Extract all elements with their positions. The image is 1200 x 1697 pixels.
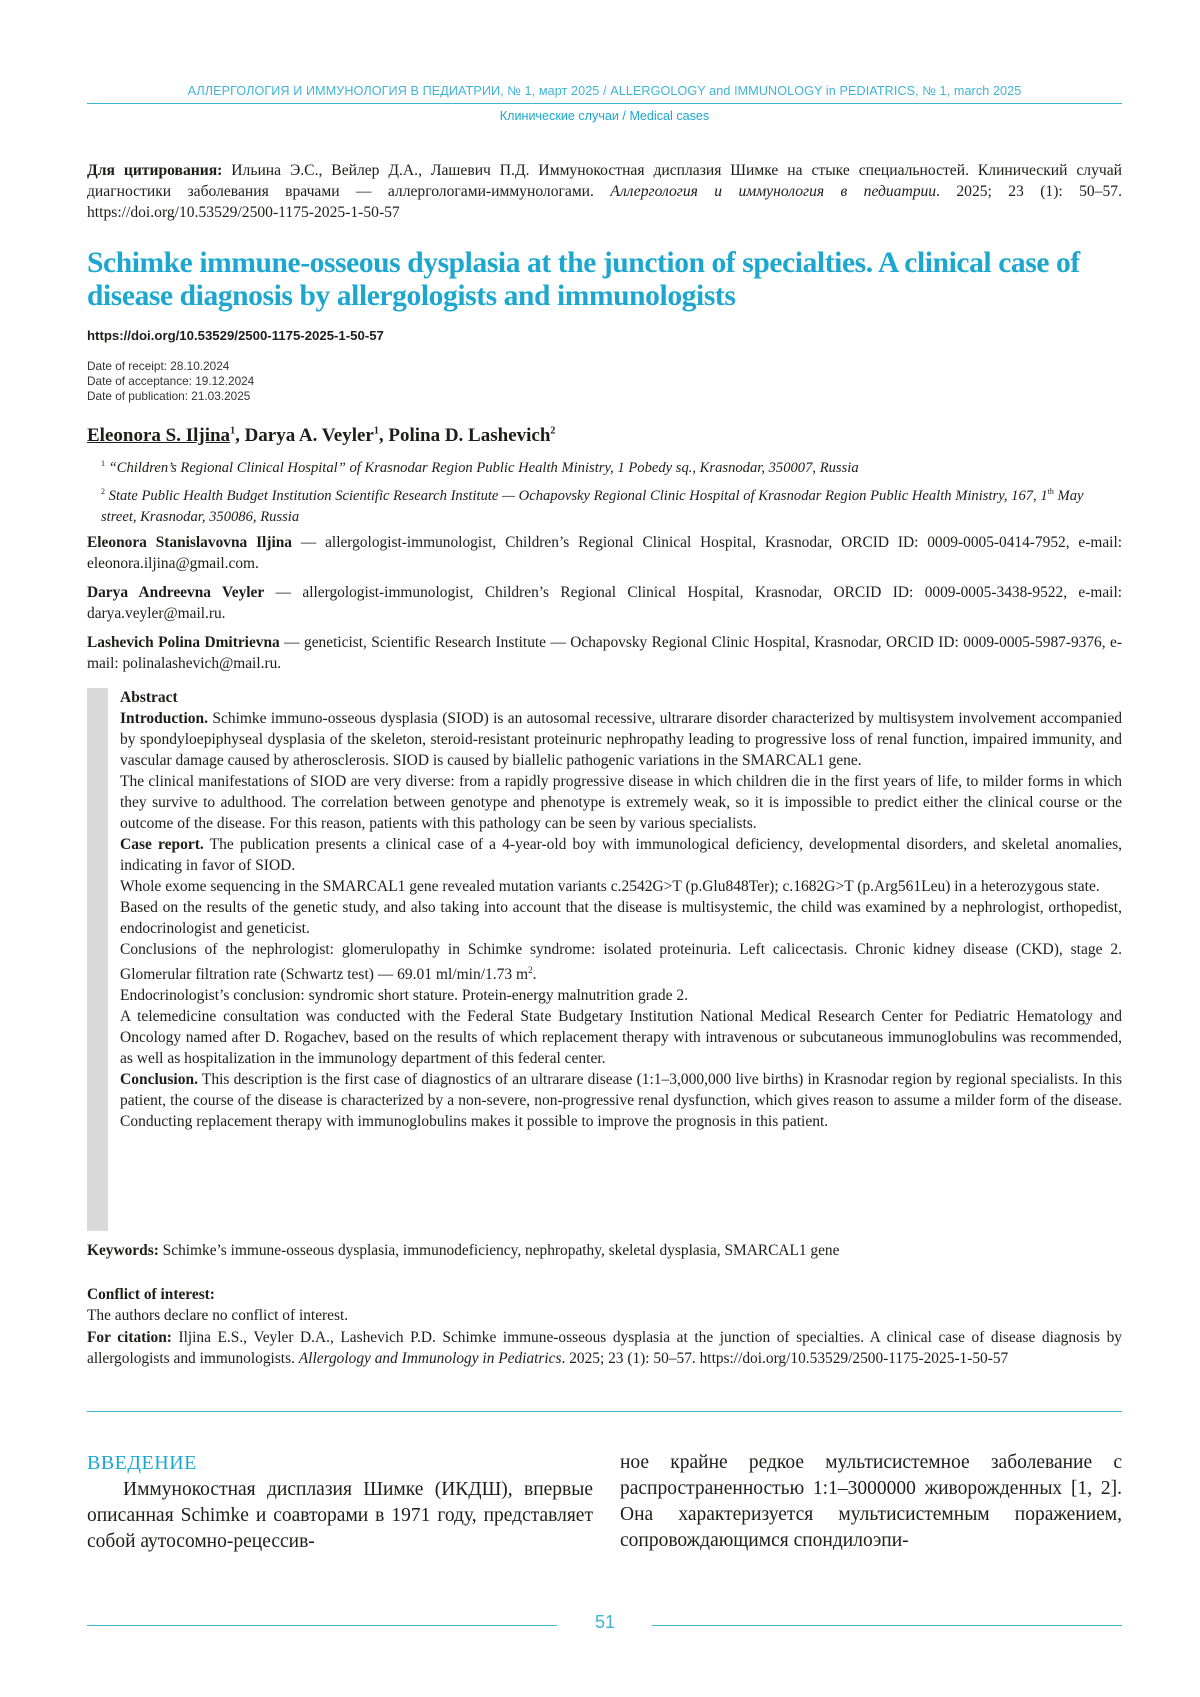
page-number: 51 (594, 1612, 616, 1632)
date-receipt: Date of receipt: 28.10.2024 (87, 359, 230, 373)
section-divider (87, 1411, 1122, 1412)
abstract-paragraph: Whole exome sequencing in the SMARCAL1 gene revealed mutation variants c.2542G>T (p.Glu848Ter); c.1682G>T (p.Arg561Leu) in a heterozygous state. (120, 878, 1100, 895)
keywords (87, 1242, 1122, 1260)
abstract-paragraph (120, 939, 1122, 985)
author-affil-sup: 1 (373, 425, 379, 437)
abstract (120, 687, 1122, 1132)
affiliation-2 (101, 481, 1121, 528)
author-list (87, 425, 555, 447)
article-title: Schimke immune-osseous dysplasia at the junction of specialties. A clinical case of disease diagnosis by allergologists and immunologists (87, 247, 1080, 312)
author-separator: , (235, 425, 245, 446)
running-header (87, 84, 1122, 98)
ordinal-sup: th (1047, 487, 1054, 496)
journal-title-ru: АЛЛЕРГОЛОГИЯ И ИММУНОЛОГИЯ В ПЕДИАТРИИ, № 1, март 2025 (187, 84, 600, 98)
date-publication: Date of publication: 21.03.2025 (87, 389, 251, 403)
conflict-text: The authors declare no conflict of interest. (87, 1307, 349, 1324)
abstract-conclusion-text: This description is the first case of diagnostics of an ultrarare disease (1:1–3,000,000 live births) in Krasnodar region by regional specialists. In this patient, the course of the disease is characterized by a non-severe, non-progressive renal dysfunction, which gives reason to assume a milder form of the disease. Conducting replacement therapy with immunoglobulins makes it possible to improve the prognosis in this patient. (120, 1071, 1122, 1131)
unit-sup: 2 (528, 965, 533, 975)
doi-link[interactable]: https://doi.org/10.53529/2500-1175-2025-1-50-57 (87, 328, 384, 343)
conflict-of-interest (87, 1284, 1122, 1326)
body-paragraph: Иммунокостная дисплазия Шимке (ИКДШ), впервые описанная Schimke и соавторами в 1971 году, представляет собой аутосомно-рецессив- (87, 1479, 593, 1552)
affiliation-sup: 2 (101, 487, 105, 496)
citation-ru-tail: . 2025; 23 (1): 50–57. https://doi.org/10.53529/2500-1175-2025-1-50-57 (87, 183, 1122, 221)
section-ru: Клинические случаи (499, 109, 619, 123)
affiliation-1 (101, 453, 1121, 479)
footer-rule-left (87, 1625, 557, 1626)
body-column-right (620, 1450, 1122, 1554)
abstract-paragraph: A telemedicine consultation was conducted with the Federal State Budgetary Institution National Medical Research Center for Pediatric Hematology and Oncology named after D. Rogachev, based on the results of which replacement therapy with intravenous or subcutaneous immunoglobulins was recommended, as well as hospitalization in the immunology department of this federal center. (120, 1008, 1122, 1068)
conflict-label: Conflict of interest: (87, 1286, 215, 1303)
abstract-conclusion-label: Conclusion. (120, 1071, 198, 1089)
abstract-introduction (120, 708, 1122, 771)
affiliation-text: State Public Health Budget Institution Scientific Research Institute — Ochapovsky Regional Clinic Hospital of Krasnodar Region Public Health Ministry, 167, 1 (105, 487, 1048, 504)
citation-en-journal: Allergology and Immunology in Pediatrics (298, 1350, 562, 1367)
author-name: Darya A. Veyler (244, 425, 374, 446)
affiliation-text: May street, Krasnodar, 350086, Russia (101, 487, 1084, 525)
section-separator: / (618, 109, 630, 123)
body-column-left (87, 1450, 593, 1555)
abstract-intro-text: Schimke immuno-osseous dysplasia (SIOD) is an autosomal recessive, ultrarare disorder characterized by multisystem involvement accompanied by spondyloepiphyseal dysplasia of the skeleton, steroid-resistant proteinuric nephropathy leading to progressive loss of renal function, impaired immunity, and vascular damage caused by atherosclerosis. SIOD is caused by biallelic pathogenic variations in the SMARCAL1 gene. (120, 710, 1122, 769)
abstract-period: . (532, 966, 537, 984)
author-full-name: Eleonora Stanislavovna Iljina (87, 534, 292, 551)
author-full-name: Lashevich Polina Dmitrievna (87, 634, 280, 651)
citation-ru (87, 160, 1122, 223)
date-acceptance: Date of acceptance: 19.12.2024 (87, 374, 255, 388)
citation-ru-journal: Аллергология и иммунология в педиатрии (610, 183, 937, 200)
keywords-text: Schimke’s immune-osseous dysplasia, immunodeficiency, nephropathy, skeletal dysplasia, SMARCAL1 gene (158, 1242, 840, 1259)
author-info-3 (87, 632, 1122, 674)
affiliation-sup: 1 (101, 459, 105, 468)
journal-title-en: ALLERGOLOGY and IMMUNOLOGY in PEDIATRICS, № 1, march 2025 (610, 84, 1022, 98)
article-dates (87, 359, 254, 404)
keywords-label: Keywords: (87, 1242, 159, 1259)
section-en: Medical cases (629, 109, 710, 123)
citation-ru-label: Для цитирования: (87, 162, 223, 179)
header-rule (87, 103, 1122, 104)
abstract-case-report (120, 834, 1122, 876)
citation-en-label: For citation: (87, 1329, 172, 1346)
author-details: — geneticist, Scientific Research Institute — Ochapovsky Regional Clinic Hospital, Krasnodar, ORCID ID: 0009-0005-5987-9376, e-mail: polinalashevich@mail.ru. (87, 634, 1122, 672)
abstract-conclusion (120, 1069, 1122, 1132)
header-separator: / (599, 84, 611, 98)
abstract-sidebar-bar (87, 688, 108, 1231)
affiliation-text: “Children’s Regional Clinical Hospital” of Krasnodar Region Public Health Ministry, 1 Pobedy sq., Krasnodar, 350007, Russia (105, 459, 859, 476)
body-paragraph: ное крайне редкое мультисистемное заболевание с распространенностью 1:1–3000000 живорожденных [1, 2]. Она характеризуется мультисистемным поражением, сопровождающимся спондилоэпи- (620, 1452, 1122, 1551)
abstract-case-text: The publication presents a clinical case of a 4-year-old boy with immunological deficiency, developmental disorders, and skeletal anomalies, indicating in favor of SIOD. (120, 836, 1122, 874)
abstract-paragraph: The clinical manifestations of SIOD are very diverse: from a rapidly progressive disease in which children die in the first years of life, to milder forms in which they survive to adulthood. The correlation between genotype and phenotype is extremely weak, so it is impossible to predict either the clinical course or the outcome of the disease. For this reason, patients with this pathology can be seen by various specialists. (120, 773, 1122, 832)
intro-heading: ВВЕДЕНИЕ (87, 1452, 197, 1474)
author-info-1 (87, 532, 1122, 574)
author-affil-sup: 2 (550, 425, 556, 437)
abstract-case-label: Case report. (120, 836, 204, 853)
author-details: — allergologist-immunologist, Children’s Regional Clinical Hospital, Krasnodar, ORCID ID: 0009-0005-3438-9522, e-mail: darya.veyler@mail.ru. (87, 584, 1123, 622)
citation-ru-text: Ильина Э.С., Вейлер Д.А., Лашевич П.Д. Иммунокостная дисплазия Шимке на стыке специальностей. Клинический случай диагностики заболевания врачами — аллергологами-иммунологами. (87, 162, 1122, 200)
author-name: Eleonora S. Iljina (87, 425, 231, 446)
abstract-paragraph: Based on the results of the genetic study, and also taking into account that the disease is multisystemic, the child was examined by a nephrologist, orthopedist, endocrinologist and geneticist. (120, 899, 1122, 937)
citation-en (87, 1327, 1122, 1369)
author-affil-sup: 1 (230, 425, 236, 437)
abstract-intro-label: Introduction. (120, 710, 208, 727)
author-full-name: Darya Andreevna Veyler (87, 584, 265, 601)
abstract-nephrologist-text: Conclusions of the nephrologist: glomerulopathy in Schimke syndrome: isolated proteinuria. Left calicectasis. Chronic kidney disease (CKD), stage 2. Glomerular filtration rate (Schwartz test) — 69.01 ml/min/1.73 m (120, 941, 1122, 984)
citation-en-tail: . 2025; 23 (1): 50–57. https://doi.org/10.53529/2500-1175-2025-1-50-57 (561, 1350, 1009, 1367)
abstract-heading: Abstract (120, 689, 178, 706)
author-details: — allergologist-immunologist, Children’s Regional Clinical Hospital, Krasnodar, ORCID ID: 0009-0005-0414-7952, e-mail: eleonora.iljina@gmail.com. (87, 534, 1123, 572)
citation-en-text: Iljina E.S., Veyler D.A., Lashevich P.D. Schimke immune-osseous dysplasia at the junction of specialties. A clinical case of disease diagnosis by allergologists and immunologists. (87, 1329, 1122, 1367)
footer-rule-right (652, 1625, 1122, 1626)
author-name: Polina D. Lashevich (388, 425, 551, 446)
section-label (87, 109, 1122, 123)
author-separator: , (378, 425, 389, 446)
author-info-2 (87, 582, 1122, 624)
abstract-paragraph: Endocrinologist’s conclusion: syndromic short stature. Protein-energy malnutrition grade 2. (120, 987, 688, 1005)
